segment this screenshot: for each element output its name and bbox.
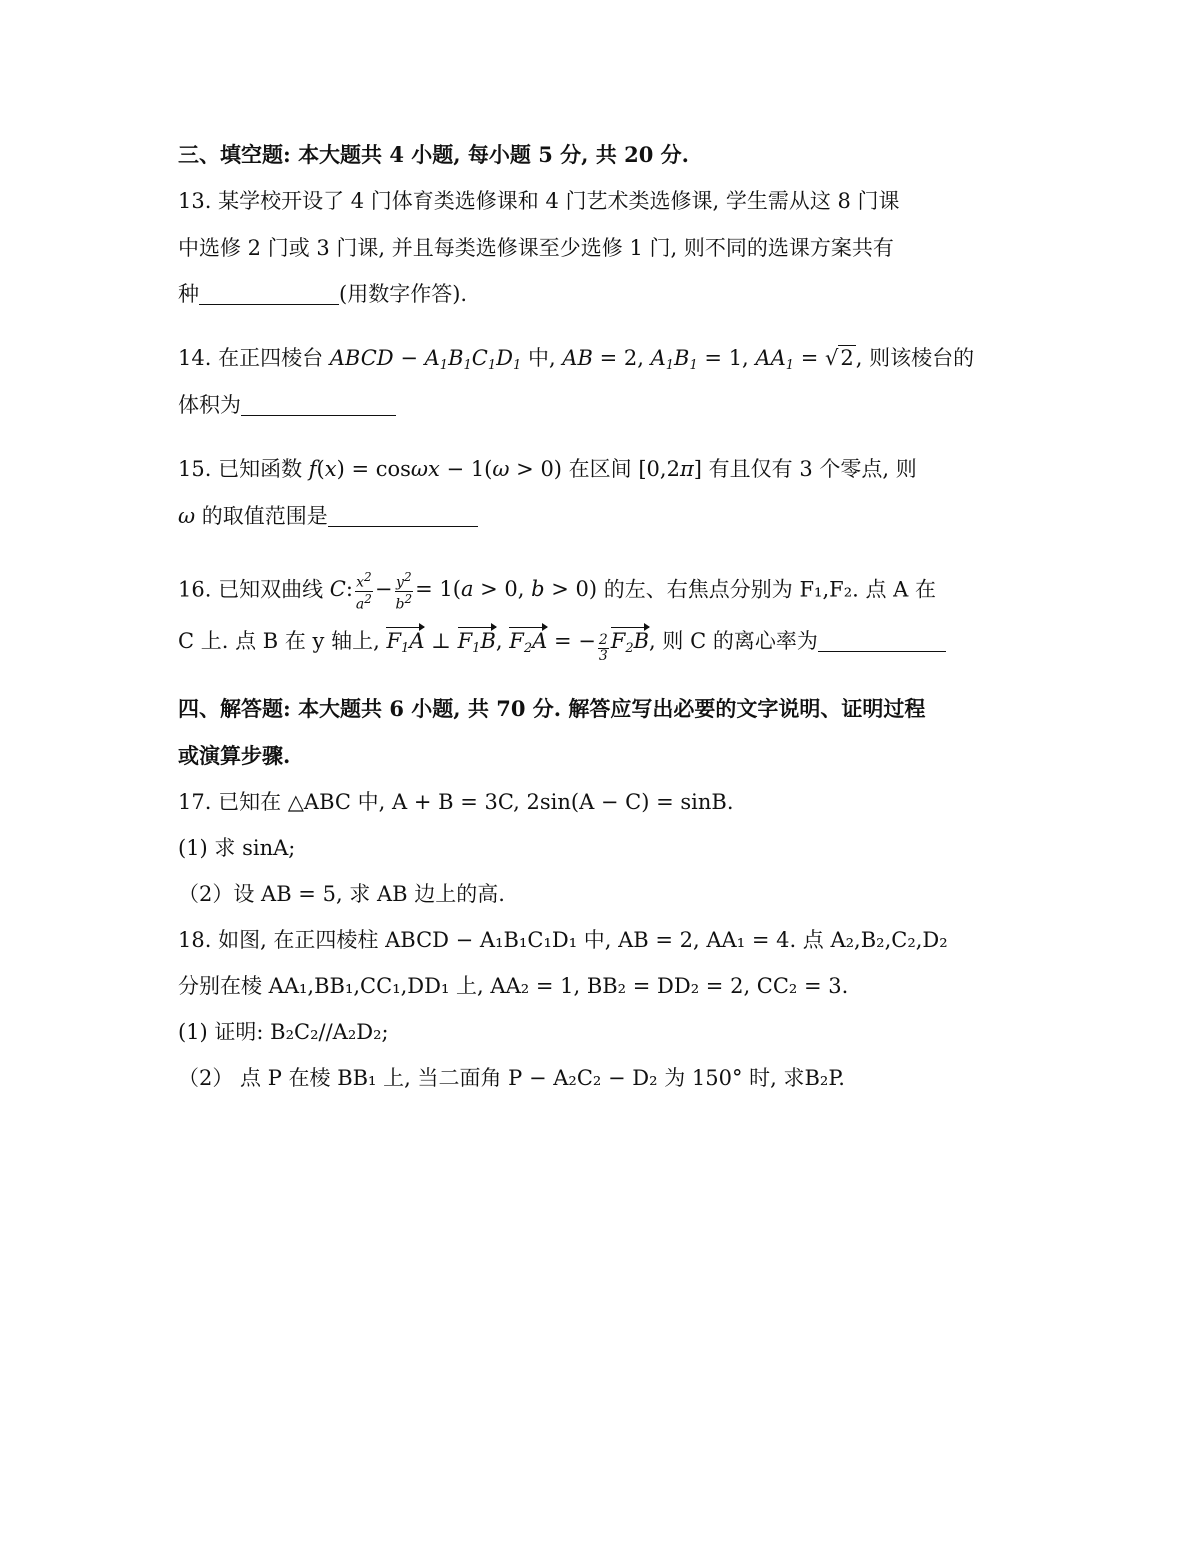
q16-vector-relation: $F_1A$ ⊥ $F_1B$, $F_2A$ = − $\frac{2}{3}$ $F_2B$ <box>386 629 649 653</box>
q16-text-end-2: , 则 C 的离心率为 <box>649 629 818 653</box>
q18-stem-line-1: 18. 如图, 在正四棱柱 ABCD − A₁B₁C₁D₁ 中, AB = 2, AA₁ = 4. 点 A₂,B₂,C₂,D₂ <box>178 928 948 952</box>
q15-text-range: 的取值范围是 <box>195 504 328 528</box>
q14-conditions: AB = 2, $A_1B_1 = 1$, $AA_1 = √2$ <box>562 346 854 373</box>
q15-line-1 <box>178 454 917 484</box>
q15-line-2 <box>178 501 478 531</box>
q15-interval: [0,2π] <box>638 457 702 481</box>
q15-text-start: 15. 已知函数 <box>178 457 309 481</box>
q17-stem: 17. 已知在 △ABC 中, A + B = 3C, 2sin(A − C) = sinB. <box>178 790 734 814</box>
q18-part-2: （2） 点 P 在棱 BB₁ 上, 当二面角 P − A₂C₂ − D₂ 为 150° 时, 求B₂P. <box>178 1066 845 1090</box>
q16-hyperbola: C: $\frac{x^2}{a^2}$ − $\frac{y^2}{b^2}$ = 1(a > 0, b > 0) <box>329 570 598 613</box>
q16-line-1 <box>178 570 936 612</box>
answer-blank-14[interactable] <box>241 393 396 416</box>
q13-text-start: 种 <box>178 282 199 306</box>
q13-text-end: (用数字作答). <box>339 282 468 306</box>
q17-part-1: (1) 求 sinA; <box>178 836 296 860</box>
q16-text-start: 16. 已知双曲线 <box>178 577 330 602</box>
q15-text-end: 有且仅有 3 个零点, 则 <box>701 457 917 481</box>
answer-blank-15[interactable] <box>328 504 478 527</box>
q14-line-1 <box>178 343 974 381</box>
q15-omega: ω <box>178 504 196 528</box>
q16-text-end: 的左、右焦点分别为 F₁,F₂. 点 A 在 <box>597 577 936 602</box>
q14-text-start: 14. 在正四棱台 <box>178 346 330 370</box>
q18-stem-line-2: 分别在棱 AA₁,BB₁,CC₁,DD₁ 上, AA₂ = 1, BB₂ = DD₂ = 2, CC₂ = 3. <box>178 974 849 998</box>
q16-line-2 <box>178 626 946 664</box>
q15-text-mid: 在区间 <box>562 457 639 481</box>
section-heading-fill-in: 三、填空题: 本大题共 4 小题, 每小题 5 分, 共 20 分. <box>178 142 689 167</box>
q14-frustum-name: ABCD − $A_1B_1C_1D_1$ <box>329 346 522 373</box>
q17-part-2: （2）设 AB = 5, 求 AB 边上的高. <box>178 882 505 906</box>
q13-line-1: 13. 某学校开设了 4 门体育类选修课和 4 门艺术类选修课, 学生需从这 8 门课 <box>178 189 900 213</box>
answer-blank-16[interactable] <box>818 629 946 652</box>
q16-text-start-2: C 上. 点 B 在 y 轴上, <box>178 629 387 653</box>
section-heading-solutions: 四、解答题: 本大题共 6 小题, 共 70 分. 解答应写出必要的文字说明、证明过程 <box>178 696 926 721</box>
q13-line-3 <box>178 279 467 309</box>
q13-line-2: 中选修 2 门或 3 门课, 并且每类选修课至少选修 1 门, 则不同的选课方案共有 <box>178 236 894 260</box>
q14-text-volume: 体积为 <box>178 393 241 417</box>
q18-part-1: (1) 证明: B₂C₂//A₂D₂; <box>178 1020 389 1044</box>
section-heading-solutions-cont: 或演算步骤. <box>178 743 291 768</box>
q14-text-end: , 则该棱台的 <box>855 346 975 370</box>
q14-text-mid: 中, <box>521 346 563 370</box>
q14-line-2 <box>178 390 396 420</box>
q15-function: f(x) = cosωx − 1(ω > 0) <box>308 457 562 481</box>
answer-blank-13[interactable] <box>199 282 339 305</box>
